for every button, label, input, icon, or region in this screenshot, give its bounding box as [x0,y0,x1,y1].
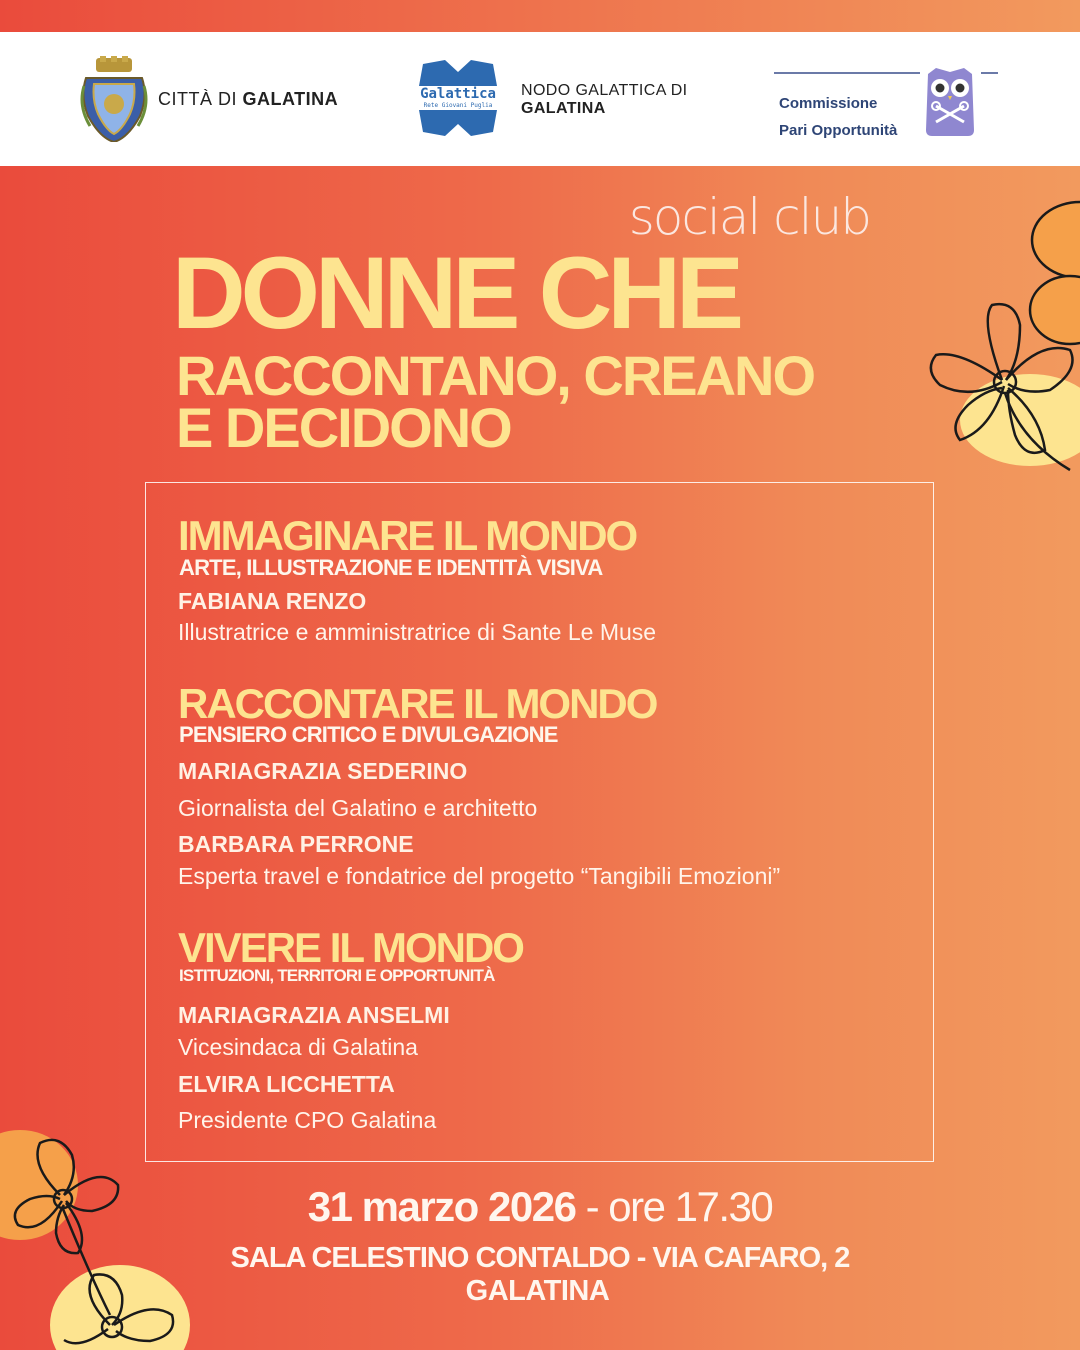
galattica-tagline: Rete Giovani Puglia [423,102,493,109]
speaker-name: FABIANA RENZO [178,588,367,614]
speaker-role: Vicesindaca di Galatina [178,1034,418,1060]
event-venue: SALA CELESTINO CONTALDO - VIA CAFARO, 2 [230,1242,850,1274]
event-city: GALATINA [465,1275,610,1307]
social-club-kicker: social club [628,188,870,246]
event-separator: - [575,1183,609,1230]
speaker-role: Giornalista del Galatino e architetto [178,795,538,821]
galattica-wordmark: Galattica [420,86,496,102]
cpo-label: Commissione Pari Opportunità [779,95,898,139]
main-subtitle [176,344,815,459]
event-date: 31 marzo 2026 [307,1183,576,1230]
main-subtitle-line2: E DECIDONO [176,396,511,459]
section-title: RACCONTARE IL MONDO [178,680,657,727]
partner-logo-bar [0,32,1080,166]
flower-decoration-icon [920,200,1080,480]
cpo-owl-icon [922,66,978,138]
event-time: ore 17.30 [608,1183,773,1230]
event-date-time [0,1183,1080,1231]
nodo-galattica-label: NODO GALATTICA DI GALATINA [521,82,688,117]
speaker-name: ELVIRA LICCHETTA [178,1071,395,1097]
section-subtitle: ARTE, ILLUSTRAZIONE E IDENTITÀ VISIVA [179,555,603,580]
section-subtitle: ISTITUZIONI, TERRITORI E OPPORTUNITÀ [179,966,495,985]
speaker-name: MARIAGRAZIA ANSELMI [178,1002,450,1028]
speaker-role: Presidente CPO Galatina [178,1107,437,1133]
section-title: IMMAGINARE IL MONDO [178,512,637,559]
cpo-rule-right [981,72,998,74]
cpo-rule-left [774,72,920,74]
section-title: VIVERE IL MONDO [178,924,523,971]
main-title: DONNE CHE [172,236,740,350]
section-subtitle: PENSIERO CRITICO E DIVULGAZIONE [179,722,558,747]
speaker-role: Esperta travel e fondatrice del progetto “Tangibili Emozioni” [178,863,781,889]
galattica-logo-icon [405,58,511,138]
galatina-crest-icon [80,56,148,142]
speaker-name: BARBARA PERRONE [178,831,414,857]
citta-di-galatina-label: CITTÀ DI GALATINA [158,89,339,109]
speaker-name: MARIAGRAZIA SEDERINO [178,758,468,784]
speaker-role: Illustratrice e amministratrice di Sante Le Muse [178,619,657,645]
top-gradient-strip [0,0,1080,32]
main-subtitle-line1: RACCONTANO, CREANO [176,344,815,407]
